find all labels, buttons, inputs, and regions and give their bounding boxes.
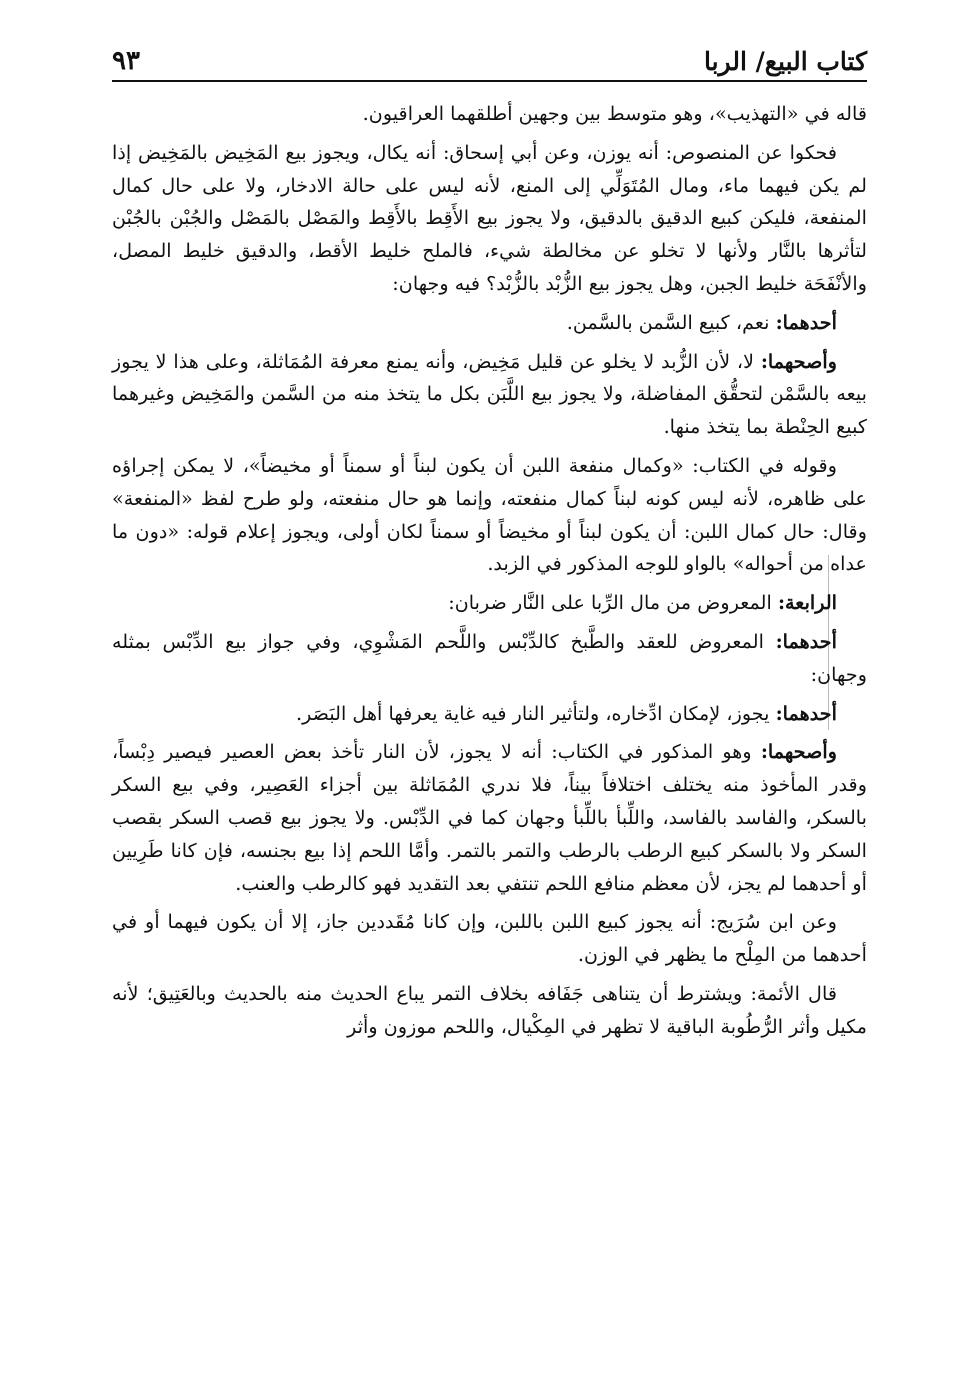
paragraph	[112, 587, 867, 620]
paragraph-text: قال الأئمة: ويشترط أن يتناهى جَفَافه بخلاف التمر يباع الحديث منه بالحديث وبالعَتِيق؛ لأنه مكيل وأثر الرُّطُوبة الباقية لا تظهر في المِكْيال، واللحم موزون وأثر	[112, 981, 867, 1038]
paragraph-text: قاله في «التهذيب»، وهو متوسط بين وجهين أطلقهما العراقيون.	[362, 102, 867, 125]
paragraph	[112, 98, 867, 131]
paragraph	[112, 307, 867, 340]
paragraph-lead: وأصحهما:	[760, 349, 837, 373]
paragraph	[112, 978, 867, 1044]
paragraph	[112, 626, 867, 692]
paragraph-lead: أحدهما:	[775, 701, 837, 725]
paragraph-lead: أحدهما:	[775, 310, 837, 334]
paragraph-lead: أحدهما:	[775, 629, 837, 653]
page-number: ٩٣	[112, 46, 140, 76]
paragraph	[112, 450, 867, 581]
paragraph	[112, 137, 867, 301]
paragraph-text: نعم، كبيع السَّمن بالسَّمن.	[566, 310, 770, 334]
running-header	[112, 30, 867, 82]
paragraph	[112, 736, 867, 900]
paragraph-text: المعروض من مال الرِّبا على النَّار ضربان:	[448, 591, 772, 615]
paragraph-text: المعروض للعقد والطَّبخ كالدِّبْس واللَّحم المَشْوِي، وفي جواز بيع الدِّبْس بمثله وجهان:	[112, 629, 867, 686]
page-body	[112, 98, 867, 1050]
paragraph-text: لا، لأن الزُّبد لا يخلو عن قليل مَخِيض، وأنه يمنع معرفة المُمَاثلة، وعلى هذا لا يجوز بيعه بالسَّمْن لتحقُّق المفاضلة، ولا يجوز بيع اللَّبَن بكل ما يتخذ منه من السَّمن والمَخِيض وغيرهما كبيع الحِنْطة بما يتخذ منها.	[112, 349, 867, 439]
chapter-title: كتاب البيع/ الربا	[703, 47, 867, 76]
paragraph-lead: الرابعة:	[777, 591, 837, 615]
paragraph-text: يجوز، لإمكان ادِّخاره، ولتأثير النار فيه غاية يعرفها أهل البَصَر.	[296, 701, 770, 725]
paragraph-text: وهو المذكور في الكتاب: أنه لا يجوز، لأن النار تأخذ بعض العصير فيصير دِبْساً، وقدر المأخوذ منه يختلف اختلافاً بيناً، فلا ندري المُمَاثلة بين أجزاء العَصِير، وفي بيع السكر بالسكر، والفاسد بالفاسد، واللِّبأ باللِّبأ وجهان كما في الدِّبْس. ولا يجوز بيع قصب السكر بقصب السكر ولا بالسكر كبيع الرطب بالرطب والتمر بالتمر. وأمَّا اللحم إذا بيع بجنسه، فإن كانا طَرِيين أو أحدهما لم يجز، لأن معظم منافع اللحم تنتفي بعد التقديد فهو كالرطب والعنب.	[112, 740, 867, 895]
paragraph-lead: وأصحهما:	[760, 740, 837, 764]
paragraph	[112, 906, 867, 972]
paragraph	[112, 698, 867, 731]
paragraph-text: فحكوا عن المنصوص: أنه يوزن، وعن أبي إسحاق: أنه يكال، ويجوز بيع المَخِيض بالمَخِيض إذا لم يكن فيهما ماء، ومال المُتَوَلِّي إلى المنع، لأنه ليس على حالة الادخار، ولا على حال كمال المنفعة، فليكن كبيع الدقيق بالدقيق، ولا يجوز بيع الأَقِط بالأَقِط والمَصْل بالمَصْل والجُبْن بالجُبْن لتأثرها بالنَّار ولأنها لا تخلو عن مخالطة شيء، فالملح خليط الأقط، والدقيق خليط المصل، والأنْفَحَة خليط الجبن، وهل يجوز بيع الزُّبْد بالزُّبْد؟ فيه وجهان:	[112, 140, 867, 295]
paragraph	[112, 346, 867, 444]
paragraph-text: وقوله في الكتاب: «وكمال منفعة اللبن أن يكون لبناً أو سمناً أو مخيضاً»، لا يمكن إجراؤه على ظاهره، لأنه ليس كونه لبناً كمال منفعته، وإنما هو حال منفعته، ولو طرح لفظ «المنفعة» وقال: حال كمال اللبن: أن يكون لبناً أو مخيضاً أو سمناً لكان أولى، ويجوز إعلام قوله: «دون ما عداه من أحواله» بالواو للوجه المذكور في الزبد.	[112, 453, 867, 576]
paragraph-text: وعن ابن سُرَيج: أنه يجوز كبيع اللبن باللبن، وإن كانا مُقَددين جاز، إلا أن يكون فيهما أو في أحدهما من المِلْح ما يظهر في الوزن.	[112, 910, 867, 967]
